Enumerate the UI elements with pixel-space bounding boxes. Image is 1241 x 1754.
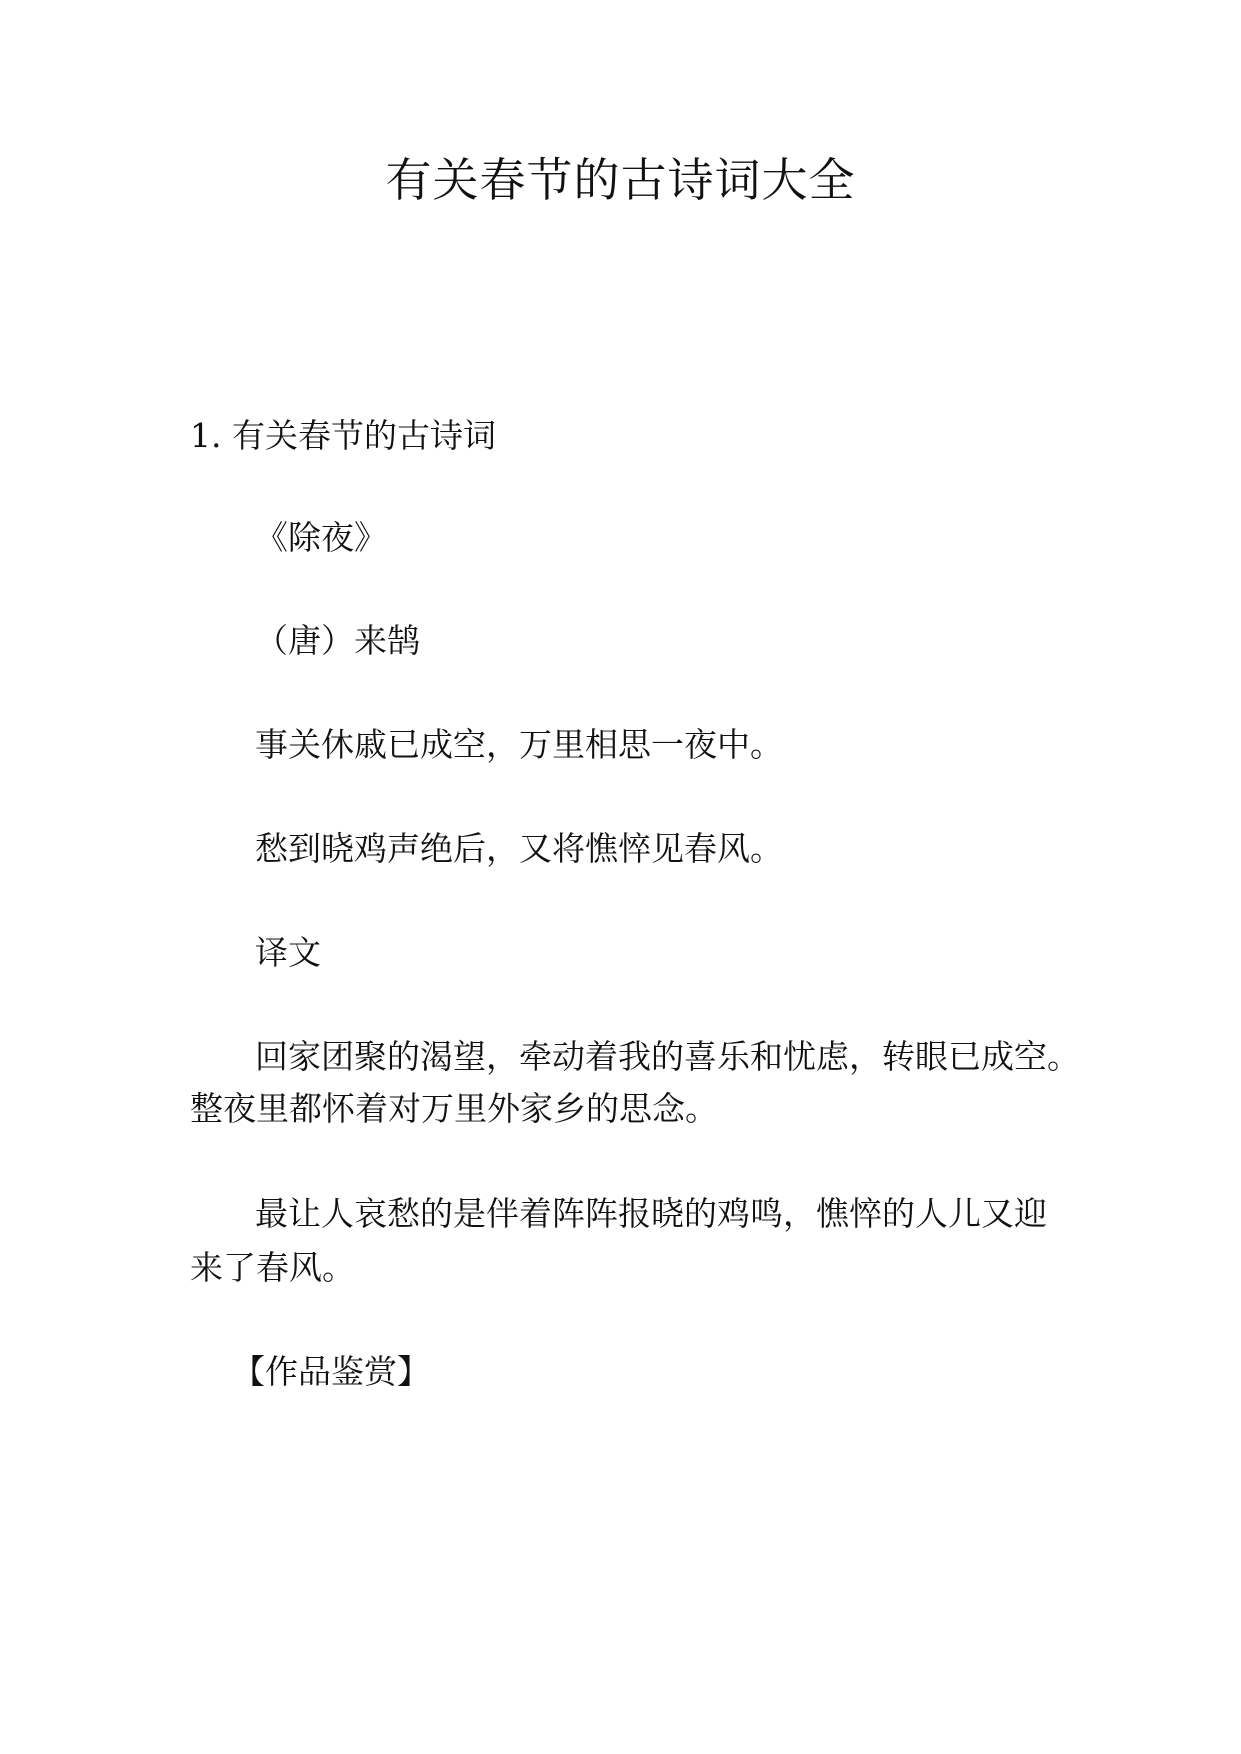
- translation-label: 译文: [255, 933, 321, 972]
- translation-paragraph-line: 来了春风。: [190, 1248, 355, 1287]
- poem-line: 愁到晓鸡声绝后，又将憔悴见春风。: [255, 829, 783, 868]
- poem-line: 事关休戚已成空，万里相思一夜中。: [255, 725, 783, 764]
- translation-paragraph-line: 回家团聚的渴望，牵动着我的喜乐和忧虑，转眼已成空。: [255, 1037, 1080, 1076]
- translation-paragraph-line: 最让人哀愁的是伴着阵阵报晓的鸡鸣，憔悴的人儿又迎: [255, 1194, 1047, 1233]
- document-title: 有关春节的古诗词大全: [385, 153, 856, 207]
- appreciation-label: 【作品鉴赏】: [232, 1352, 430, 1391]
- poem-title: 《除夜》: [255, 518, 387, 557]
- section-heading: 1. 有关春节的古诗词: [190, 416, 496, 455]
- translation-paragraph-line: 整夜里都怀着对万里外家乡的思念。: [190, 1089, 718, 1128]
- poem-author: （唐）来鹄: [255, 621, 420, 660]
